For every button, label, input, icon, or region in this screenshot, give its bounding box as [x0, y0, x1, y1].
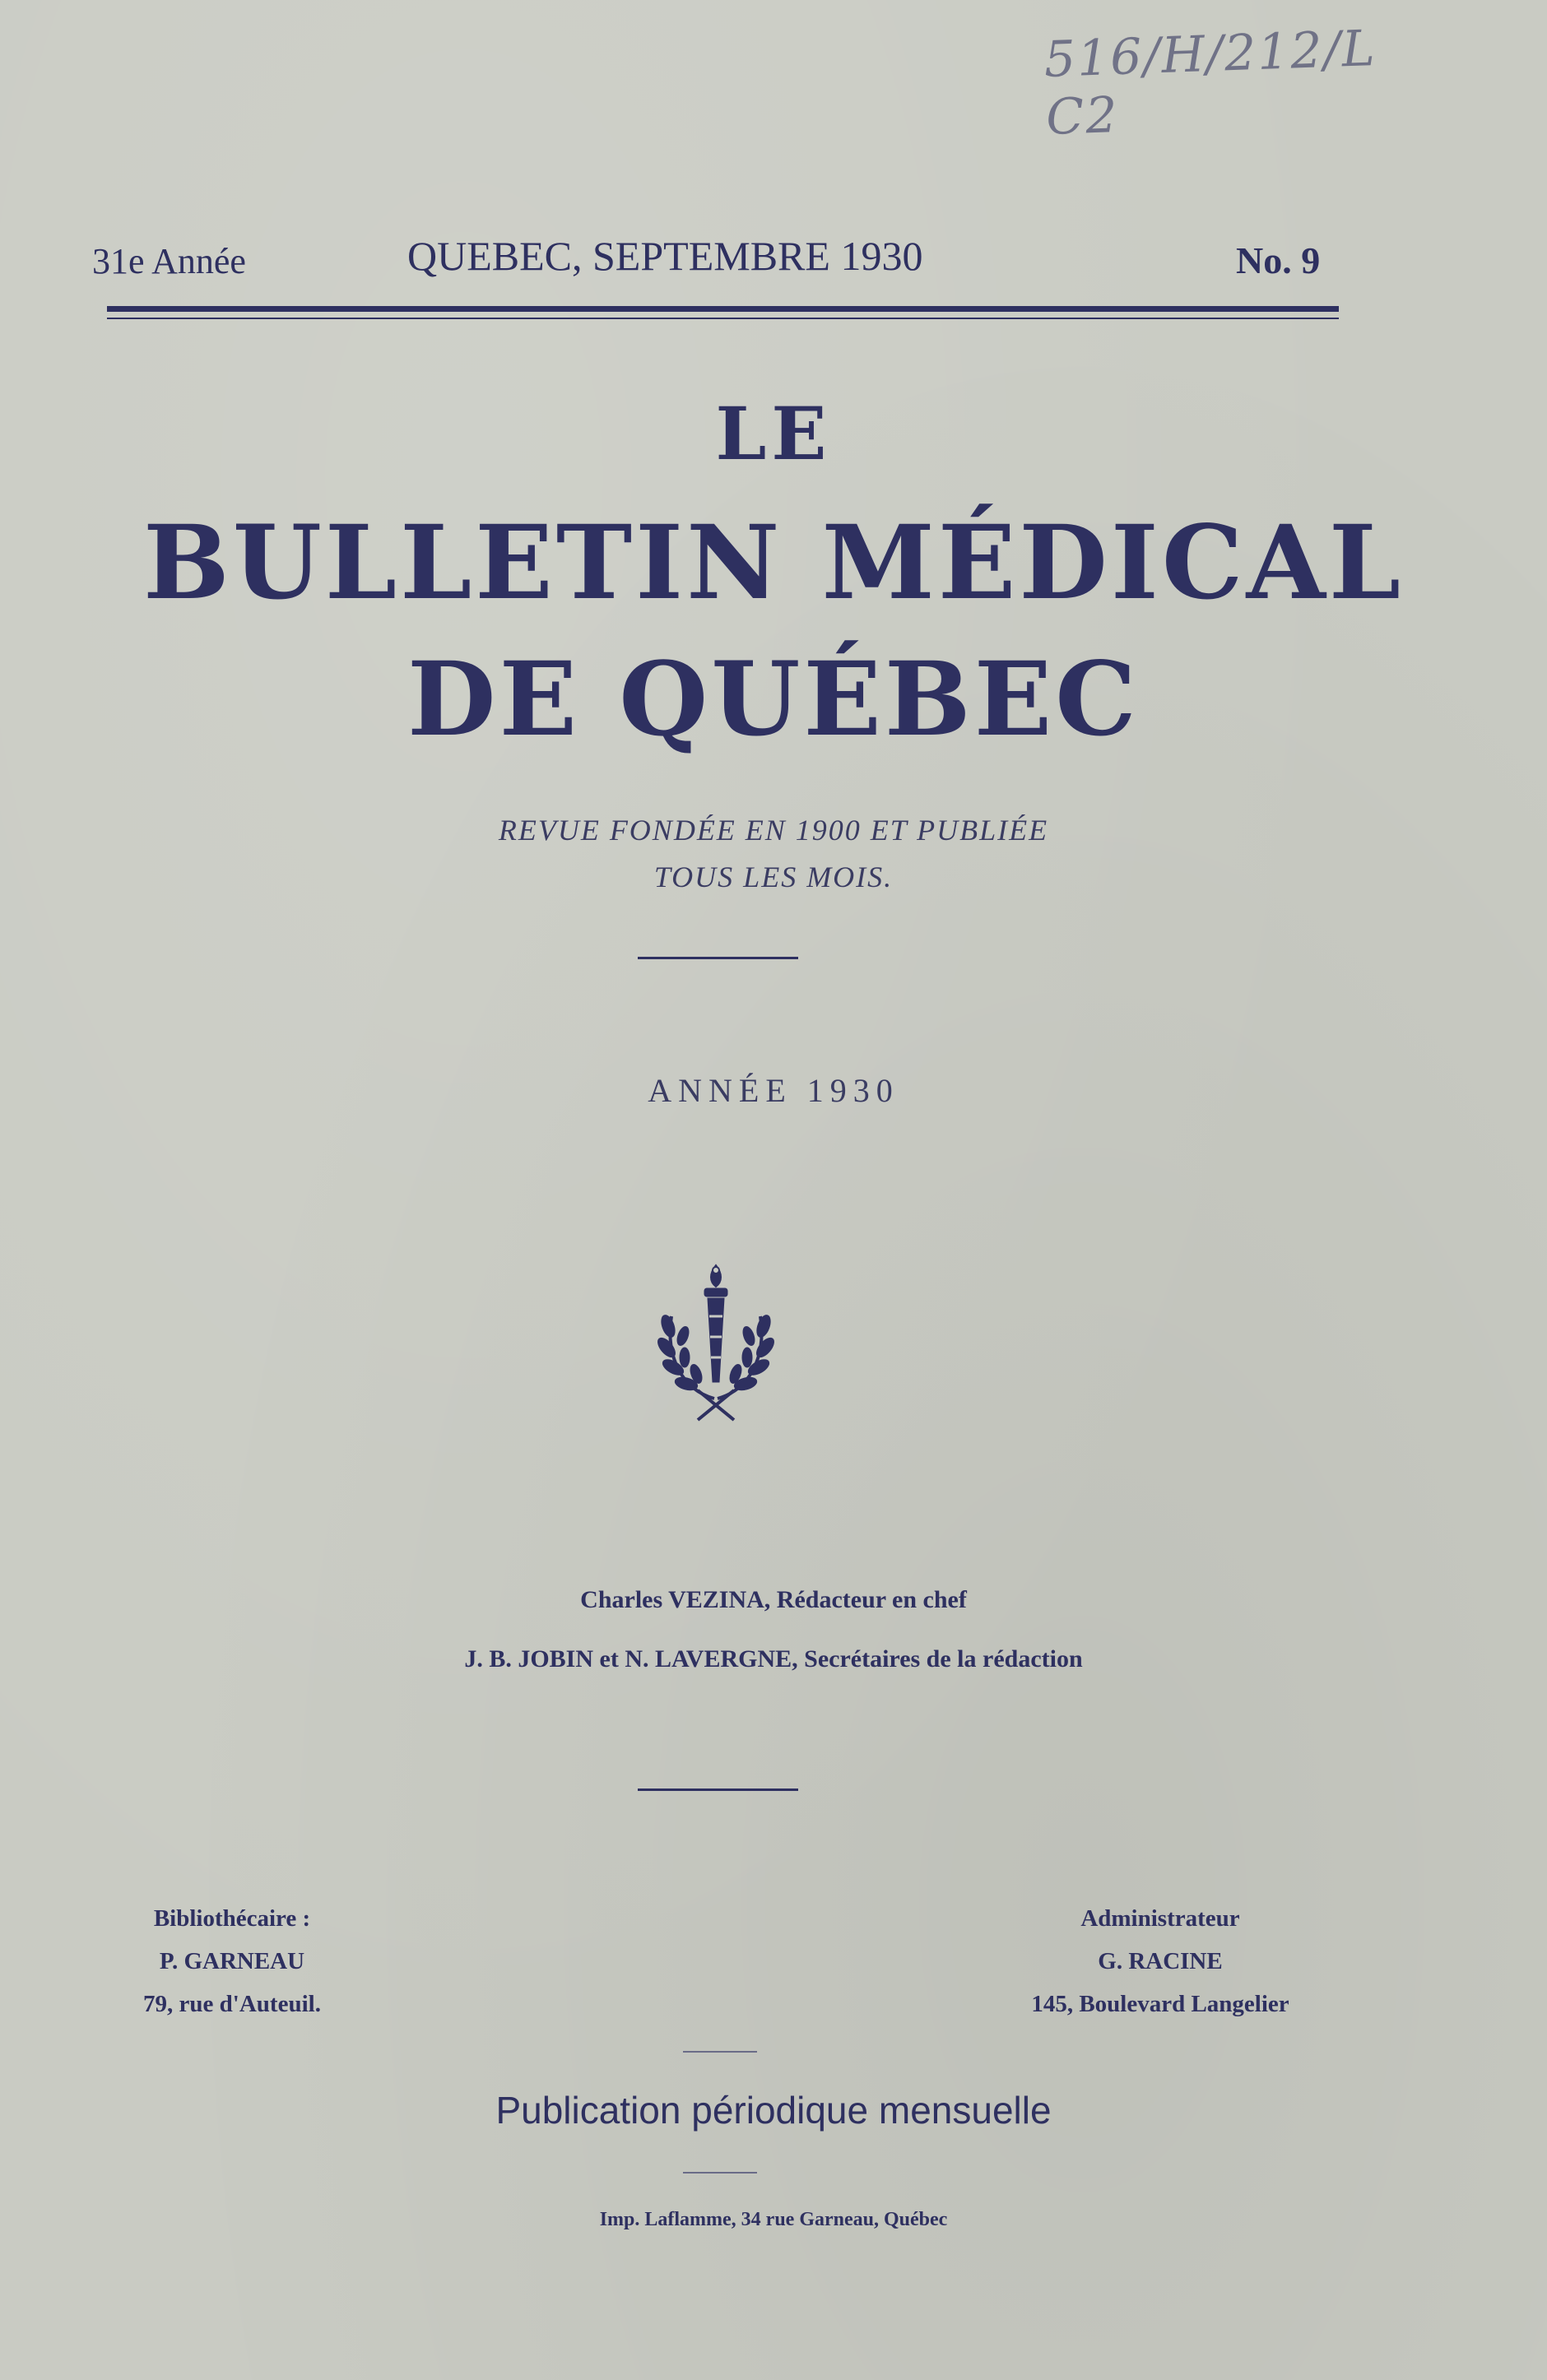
administrator-address: 145, Boulevard Langelier: [1031, 1991, 1289, 2017]
title-line-le: LE: [715, 391, 832, 476]
small-rule-bottom: [683, 2172, 757, 2174]
header-rule-thin: [107, 318, 1339, 319]
subtitle-line-1: REVUE FONDÉE EN 1900 ET PUBLIÉE: [498, 814, 1049, 847]
title-line-bulletin-medical: BULLETIN MÉDICAL: [142, 503, 1405, 623]
header-place-date: QUEBEC, SEPTEMBRE 1930: [407, 233, 923, 279]
divider-rule: [638, 957, 798, 959]
administrator-name: G. RACINE: [1098, 1948, 1223, 1974]
header-year: 31e Année: [92, 241, 246, 281]
administrator-role: Administrateur: [1080, 1905, 1240, 1932]
printer-imprint: Imp. Laflamme, 34 rue Garneau, Québec: [599, 2209, 948, 2230]
torch-laurel-emblem: [650, 1259, 782, 1431]
divider-rule-lower: [638, 1788, 798, 1791]
small-rule-top: [683, 2051, 757, 2053]
librarian-role: Bibliothécaire :: [153, 1905, 311, 1932]
librarian-address: 79, rue d'Auteuil.: [143, 1991, 321, 2017]
publication-frequency: Publication périodique mensuelle: [495, 2089, 1052, 2132]
librarian-name: P. GARNEAU: [159, 1948, 305, 1974]
editor-in-chief: Charles VEZINA, Rédacteur en chef: [580, 1586, 967, 1613]
editorial-secretaries: J. B. JOBIN et N. LAVERGNE, Secrétaires de la rédaction: [464, 1645, 1083, 1672]
header-issue-number: No. 9: [1236, 239, 1321, 281]
archive-annotation: 516/H/212/L C2: [1043, 19, 1377, 146]
title-line-de-quebec: DE QUÉBEC: [407, 640, 1140, 759]
subtitle-line-2: TOUS LES MOIS.: [653, 861, 894, 893]
header-rule-thick: [107, 306, 1339, 312]
volume-year: ANNÉE 1930: [648, 1072, 899, 1109]
